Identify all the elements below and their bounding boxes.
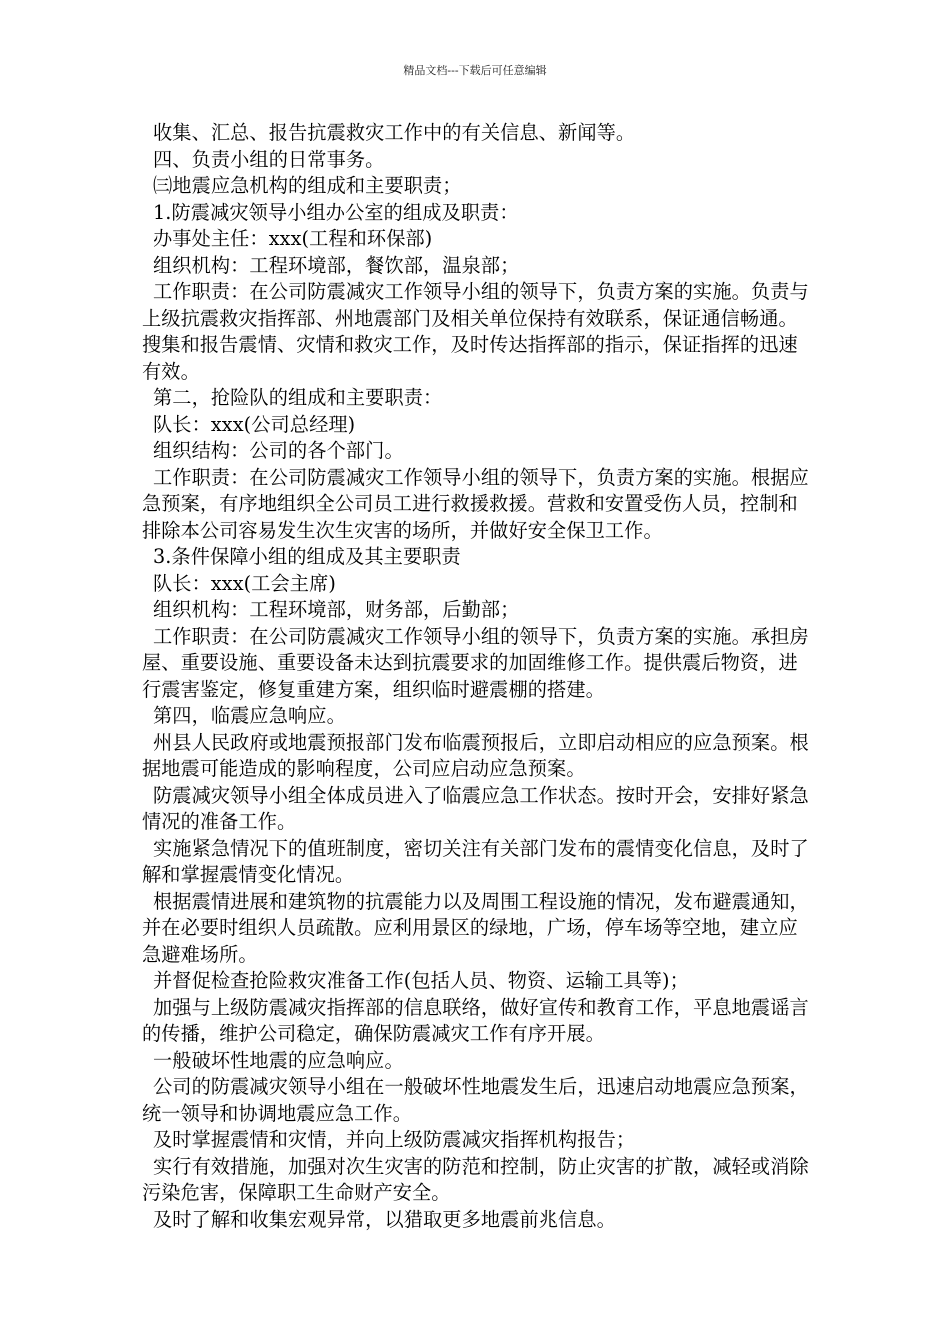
paragraph: 办事处主任：xxx(工程和环保部) xyxy=(153,227,433,250)
paragraph: 实行有效措施，加强对次生灾害的防范和控制，防止灾害的扩散，减轻或消除污染危害，保障职工生命财产安全。 xyxy=(142,1154,809,1204)
paragraph: 根据震情进展和建筑物的抗震能力以及周围工程设施的情况，发布避震通知，并在必要时组织人员疏散。应利用景区的绿地，广场，停车场等空地，建立应急避难场所。 xyxy=(142,889,809,966)
section-heading: 3.条件保障小组的组成及其主要职责 xyxy=(153,545,461,568)
section-heading: 第四，临震应急响应。 xyxy=(153,704,346,727)
paragraph: 队长：xxx(工会主席) xyxy=(153,571,336,595)
paragraph: 公司的防震减灾领导小组在一般破坏性地震发生后，迅速启动地震应急预案，统一领导和协调地震应急工作。 xyxy=(142,1075,809,1125)
paragraph: 组织结构：公司的各个部门。 xyxy=(153,439,404,462)
section-heading: 1.防震减灾领导小组办公室的组成及职责： xyxy=(153,200,519,224)
paragraph: 工作职责：在公司防震减灾工作领导小组的领导下，负责方案的实施。负责与上级抗震救灾指挥部、州地震部门及相关单位保持有效联系，保证通信畅通。搜集和报告震情、灾情和救灾工作，及时传达指挥部的指示，保证指挥的迅速有效。 xyxy=(142,280,809,383)
paragraph: 州县人民政府或地震预报部门发布临震预报后，立即启动相应的应急预案。根据地震可能造成的影响程度，公司应启动应急预案。 xyxy=(142,730,809,780)
paragraph: 四、负责小组的日常事务。 xyxy=(153,147,385,171)
document-body xyxy=(142,120,812,1233)
page-header: 精品文档---下载后可任意编辑 xyxy=(403,64,547,77)
paragraph: 实施紧急情况下的值班制度，密切关注有关部门发布的震情变化信息，及时了解和掌握震情变化情况。 xyxy=(142,836,809,886)
paragraph: 组织机构：工程环境部，餐饮部，温泉部； xyxy=(153,253,520,277)
paragraph: 并督促检查抢险救灾准备工作(包括人员、物资、运输工具等)； xyxy=(153,969,689,992)
paragraph: 工作职责：在公司防震减灾工作领导小组的领导下，负责方案的实施。根据应急预案，有序地组织全公司员工进行救援救援。营救和安置受伤人员，控制和排除本公司容易发生次生灾害的场所，并做好安全保卫工作。 xyxy=(142,465,809,542)
paragraph: 队长：xxx(公司总经理) xyxy=(153,412,356,436)
paragraph: 收集、汇总、报告抗震救灾工作中的有关信息、新闻等。 xyxy=(153,121,636,144)
paragraph: 工作职责：在公司防震减灾工作领导小组的领导下，负责方案的实施。承担房屋、重要设施、重要设备未达到抗震要求的加固维修工作。提供震后物资，进行震害鉴定，修复重建方案，组织临时避震棚的搭建。 xyxy=(142,624,809,701)
section-heading: 第二，抢险队的组成和主要职责： xyxy=(153,386,443,409)
section-heading: 一般破坏性地震的应急响应。 xyxy=(153,1048,404,1072)
paragraph: 及时了解和收集宏观异常，以猎取更多地震前兆信息。 xyxy=(153,1207,616,1231)
section-heading: ㈢地震应急机构的组成和主要职责； xyxy=(153,174,462,197)
paragraph: 加强与上级防震减灾指挥部的信息联络，做好宣传和教育工作，平息地震谣言的传播，维护公司稳定，确保防震减灾工作有序开展。 xyxy=(142,995,809,1045)
paragraph: 防震减灾领导小组全体成员进入了临震应急工作状态。按时开会，安排好紧急情况的准备工作。 xyxy=(142,783,809,833)
paragraph: 及时掌握震情和灾情，并向上级防震减灾指挥机构报告； xyxy=(153,1128,636,1151)
paragraph: 组织机构：工程环境部，财务部，后勤部； xyxy=(153,598,520,621)
